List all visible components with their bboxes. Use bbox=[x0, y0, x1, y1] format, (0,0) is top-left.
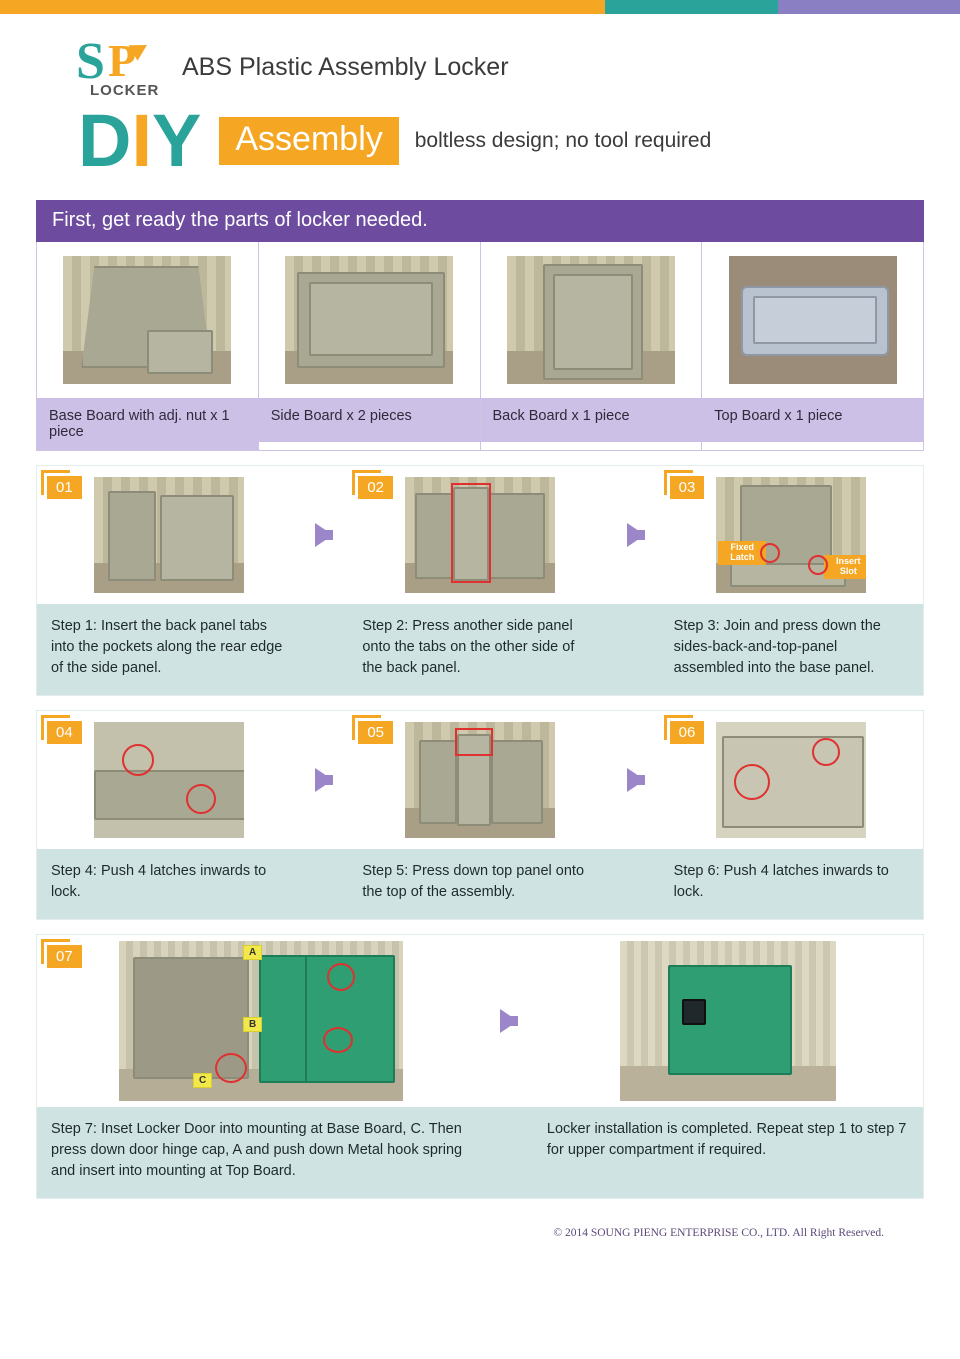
footer-copyright: © 2014 SOUNG PIENG ENTERPRISE CO., LTD. All Right Reserved. bbox=[553, 1227, 884, 1240]
side-panel bbox=[160, 495, 234, 581]
step-column bbox=[660, 466, 923, 695]
step-07-photo bbox=[119, 941, 403, 1101]
top-bar-orange-segment bbox=[0, 0, 605, 14]
step-text-box bbox=[37, 849, 300, 919]
insert-slot-label: Insert Slot bbox=[824, 555, 866, 579]
final-column bbox=[533, 935, 923, 1198]
step-05-photo bbox=[405, 722, 555, 838]
step-arrow-spacer bbox=[612, 711, 660, 919]
steps-row-2 bbox=[36, 710, 924, 920]
mount-circle-c bbox=[215, 1053, 247, 1083]
step-image-box bbox=[37, 466, 300, 604]
part-item bbox=[37, 242, 259, 451]
step-03-photo bbox=[716, 477, 866, 593]
diy-word bbox=[78, 99, 202, 182]
top-color-bar bbox=[0, 0, 960, 14]
arrow-right-icon bbox=[315, 768, 333, 792]
diy-letter-d: D bbox=[78, 99, 132, 182]
part-item bbox=[481, 242, 703, 451]
part-image-wrap bbox=[481, 242, 702, 398]
back-board-photo bbox=[507, 256, 675, 384]
highlight-rect bbox=[451, 483, 491, 583]
step-arrow-spacer bbox=[300, 466, 348, 695]
part-item bbox=[702, 242, 924, 451]
page-title: ABS Plastic Assembly Locker bbox=[182, 52, 509, 81]
latch-circle-left bbox=[122, 744, 154, 776]
back-panel bbox=[108, 491, 156, 581]
back-board-inner bbox=[553, 274, 633, 370]
arrow-box bbox=[300, 711, 348, 849]
step-06-photo bbox=[716, 722, 866, 838]
step-text-box bbox=[348, 604, 611, 695]
step-text: Step 6: Push 4 latches inwards to lock. bbox=[673, 863, 889, 901]
side-board-inner bbox=[309, 282, 433, 356]
arrow-box bbox=[612, 466, 660, 604]
step-text-box bbox=[348, 849, 611, 919]
step-number-badge: 04 bbox=[47, 721, 82, 744]
arrow-right-icon bbox=[627, 768, 645, 792]
step-text: Step 4: Push 4 latches inwards to lock. bbox=[51, 863, 267, 901]
part-caption: Side Board x 2 pieces bbox=[259, 398, 480, 442]
step-column bbox=[660, 711, 923, 919]
step-column bbox=[37, 466, 300, 695]
label-c: C bbox=[193, 1073, 212, 1088]
company-logo bbox=[74, 33, 166, 99]
arrow-right-icon bbox=[315, 523, 333, 547]
step-text: Step 1: Insert the back panel tabs into the pockets along the rear edge of the side panel. bbox=[51, 618, 283, 677]
side-panel-left bbox=[419, 740, 457, 824]
step-text-box bbox=[37, 1107, 485, 1198]
final-image-box bbox=[533, 935, 923, 1107]
side-panel-left bbox=[415, 493, 453, 579]
final-text: Locker installation is completed. Repeat step 1 to step 7 for upper compartment if required. bbox=[546, 1121, 907, 1159]
parts-section-bar: First, get ready the parts of locker needed. bbox=[36, 200, 924, 242]
part-caption: Back Board x 1 piece bbox=[481, 398, 702, 442]
step-number-badge: 01 bbox=[47, 476, 82, 499]
arrow-right-icon bbox=[500, 1009, 518, 1033]
arrow-box bbox=[612, 711, 660, 849]
highlight-rect bbox=[455, 728, 493, 756]
arrow-text-spacer bbox=[300, 849, 348, 919]
step-arrow-spacer bbox=[612, 466, 660, 695]
hook-circle-b bbox=[323, 1027, 353, 1053]
label-a: A bbox=[243, 945, 262, 960]
part-image-wrap bbox=[259, 242, 480, 398]
arrow-box bbox=[485, 935, 533, 1107]
step-image-box bbox=[348, 466, 611, 604]
assembly-badge: Assembly bbox=[219, 117, 398, 165]
step-number-badge: 07 bbox=[47, 945, 82, 968]
arrow-text-spacer bbox=[612, 604, 660, 695]
base-board-inset bbox=[147, 330, 213, 374]
base-edge bbox=[94, 770, 244, 820]
arrow-text-spacer bbox=[485, 1107, 533, 1198]
steps-row-3 bbox=[36, 934, 924, 1199]
arrow-right-icon bbox=[627, 523, 645, 547]
page-content bbox=[0, 33, 960, 1240]
part-image-wrap bbox=[37, 242, 258, 398]
step-text-box bbox=[660, 849, 923, 919]
page-header bbox=[36, 33, 924, 99]
step-column bbox=[348, 466, 611, 695]
arrow-text-spacer bbox=[612, 849, 660, 919]
diy-headline bbox=[36, 99, 924, 182]
step-02-photo bbox=[405, 477, 555, 593]
parts-list bbox=[36, 242, 924, 451]
logo-letter-s: S bbox=[76, 33, 105, 90]
step-arrow-spacer bbox=[485, 935, 533, 1198]
diy-letter-y: Y bbox=[152, 99, 202, 182]
part-caption: Top Board x 1 piece bbox=[702, 398, 923, 442]
step-number-badge: 02 bbox=[358, 476, 393, 499]
arrow-box bbox=[300, 466, 348, 604]
step-text: Step 2: Press another side panel onto the tabs on the other side of the back panel. bbox=[362, 618, 575, 677]
side-board-photo bbox=[285, 256, 453, 384]
top-bar-purple-segment bbox=[778, 0, 960, 14]
side-panel-right bbox=[491, 740, 543, 824]
fixed-latch-label: Fixed Latch bbox=[718, 541, 766, 565]
step-text-box bbox=[660, 604, 923, 695]
label-b: B bbox=[243, 1017, 262, 1032]
step-04-photo bbox=[94, 722, 244, 838]
step-number-badge: 06 bbox=[670, 721, 705, 744]
logo-letter-p: P bbox=[108, 35, 137, 86]
step-column bbox=[348, 711, 611, 919]
step-number-badge: 05 bbox=[358, 721, 393, 744]
step-text: Step 3: Join and press down the sides-back-and-top-panel assembled into the base panel. bbox=[673, 618, 881, 677]
completed-locker-photo bbox=[620, 941, 836, 1101]
hinge-circle-a bbox=[327, 963, 355, 991]
part-image-wrap bbox=[702, 242, 923, 398]
step-image-box bbox=[660, 466, 923, 604]
logo-wordmark: LOCKER bbox=[90, 82, 160, 99]
top-bar-teal-segment bbox=[605, 0, 778, 14]
step-text-box bbox=[37, 604, 300, 695]
final-text-box bbox=[533, 1107, 923, 1198]
step-image-box bbox=[37, 935, 485, 1107]
diy-letter-i: I bbox=[131, 99, 153, 182]
step-text: Step 5: Press down top panel onto the top of the assembly. bbox=[362, 863, 585, 901]
step-column bbox=[37, 935, 485, 1198]
top-board-inner bbox=[753, 296, 877, 344]
steps-row-1 bbox=[36, 465, 924, 696]
step-image-box bbox=[660, 711, 923, 849]
tagline: boltless design; no tool required bbox=[414, 129, 712, 152]
arrow-text-spacer bbox=[300, 604, 348, 695]
step-number-badge: 03 bbox=[670, 476, 705, 499]
step-arrow-spacer bbox=[300, 711, 348, 919]
step-01-photo bbox=[94, 477, 244, 593]
step-image-box bbox=[37, 711, 300, 849]
latch-circle-right bbox=[186, 784, 216, 814]
side-panel-right bbox=[489, 493, 545, 579]
part-caption: Base Board with adj. nut x 1 piece bbox=[37, 398, 258, 450]
part-item bbox=[259, 242, 481, 451]
locker-keyhole bbox=[682, 999, 706, 1025]
step-image-box bbox=[348, 711, 611, 849]
top-board-photo bbox=[729, 256, 897, 384]
step-column bbox=[37, 711, 300, 919]
step-text: Step 7: Inset Locker Door into mounting at Base Board, C. Then press down door hinge cap, A and push down Metal hook spring and insert into mounting at Top Board. bbox=[51, 1121, 463, 1180]
base-board-photo bbox=[63, 256, 231, 384]
